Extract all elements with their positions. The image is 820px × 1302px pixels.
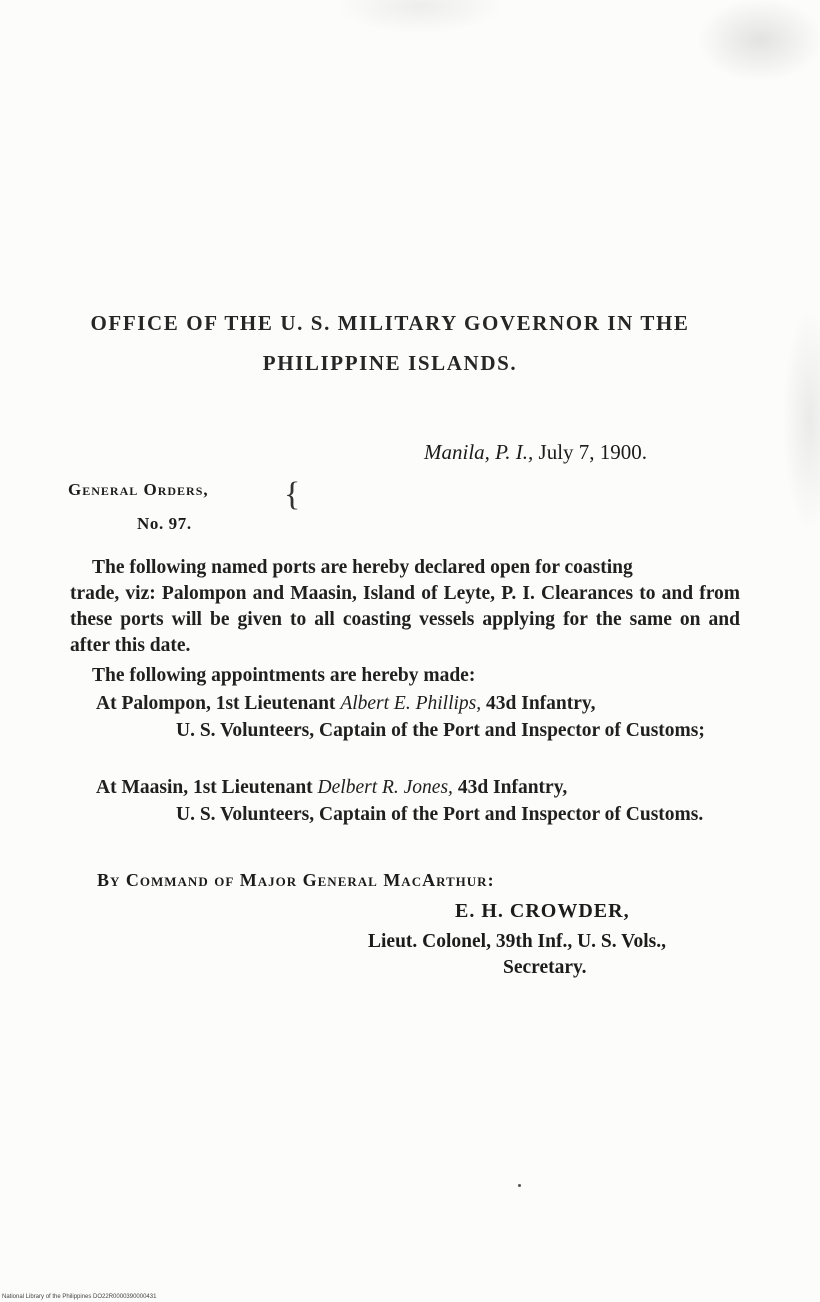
signer-rank: Lieut. Colonel, 39th Inf., U. S. Vols., [368, 931, 666, 952]
appointment2-lead: At Maasin, 1st Lieutenant [96, 777, 313, 798]
signer-name: E. H. CROWDER, [455, 900, 630, 922]
appointment1-name: Albert E. Phillips, [340, 693, 482, 714]
signer-title: Secretary. [503, 957, 587, 978]
paragraph1-rest: trade, viz: Palompon and Maasin, Island of Leyte, P. I. Clearances to and from these ports will be given to all coasting vessels applying for the same on and after this date. [70, 583, 740, 656]
appointment2-name: Delbert R. Jones, [317, 777, 453, 798]
appointment1-tail: 43d Infantry, [486, 693, 596, 714]
dateline-place: Manila, P. I., [424, 440, 534, 464]
appointment1-lead: At Palompon, 1st Lieutenant [96, 693, 336, 714]
source-footer: National Library of the Philippines DO22R0000390000431 [2, 1294, 157, 1300]
ink-speck [518, 1184, 521, 1187]
dateline-date: July 7, 1900. [538, 440, 648, 464]
appointment2-rest: U. S. Volunteers, Captain of the Port and Inspector of Customs. [176, 804, 704, 825]
general-orders-label: General Orders, [68, 480, 209, 499]
appointment2-tail: 43d Infantry, [457, 777, 568, 798]
command-line: By Command of Major General MacArthur: [97, 870, 495, 890]
brace-symbol: { [284, 476, 301, 513]
appointment1-rest: U. S. Volunteers, Captain of the Port and Inspector of Customs; [176, 720, 705, 741]
paragraph-ports-opened [70, 555, 740, 659]
paragraph1-line1: The following named ports are hereby declared open for coasting [92, 557, 633, 578]
header-line-1: OFFICE OF THE U. S. MILITARY GOVERNOR IN THE [90, 311, 690, 335]
appointment-palompon [96, 690, 742, 744]
header-line-2: PHILIPPINE ISLANDS. [262, 351, 518, 375]
appointment-maasin [96, 774, 742, 828]
paragraph-appointments-intro: The following appointments are hereby made: [92, 665, 476, 686]
order-number: No. 97. [137, 514, 192, 533]
dateline [424, 440, 647, 465]
